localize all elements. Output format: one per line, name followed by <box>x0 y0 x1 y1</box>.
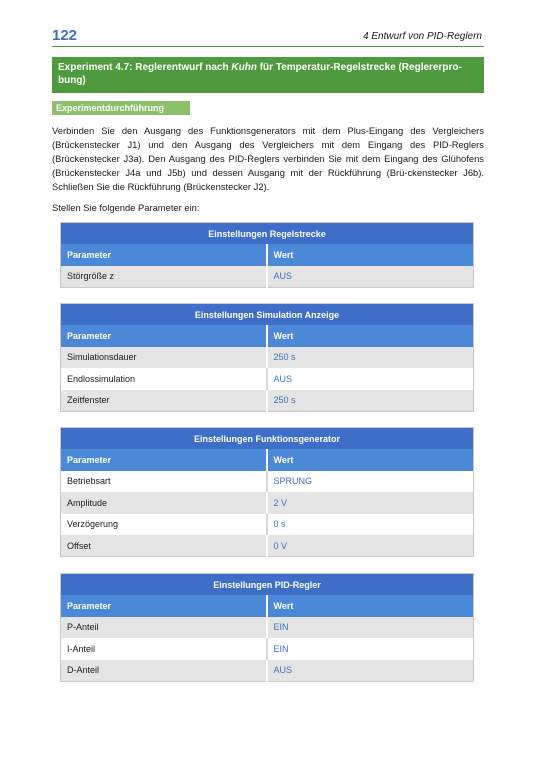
section-heading: Experimentdurchführung <box>52 101 190 115</box>
param-cell: D-Anteil <box>61 660 267 682</box>
table-simulation-anzeige <box>60 303 474 412</box>
table-row <box>61 471 474 493</box>
column-header-wert: Wert <box>267 244 474 266</box>
param-cell: Betriebsart <box>61 471 267 493</box>
chapter-title: 4 Entwurf von PID-Reglern <box>363 31 482 42</box>
table-row <box>61 660 474 682</box>
experiment-title-suffix: für Temperatur-Regelstrecke (Reglererpro-bung) <box>58 62 462 86</box>
table-row <box>61 492 474 514</box>
instruction-paragraph: Verbinden Sie den Ausgang des Funktionsgenerators mit dem Plus-Eingang des Vergleichers (Brückenstecker J1) und den Ausgang des Vergleichers mit dem Eingang des PID-Reglers (Brückenstecker J3a). Den Ausgang des PID-Reglers verbinden Sie mit dem Eingang des Glühofens (Brückenstecker J4a und J5b) und dessen Ausgang mit der Rückführung (Brü-ckenstecker J6b). Schließen Sie die Rückführung (Brückenstecker J2). <box>52 125 484 192</box>
table-row <box>61 514 474 536</box>
param-cell: Amplitude <box>61 492 267 514</box>
page-number: 122 <box>52 27 78 44</box>
table-regelstrecke <box>60 222 474 288</box>
value-cell: 2 V <box>267 492 474 514</box>
experiment-title <box>52 57 484 93</box>
experiment-title-emphasis: Kuhn <box>231 62 257 73</box>
column-header-wert: Wert <box>267 595 474 617</box>
table-title: Einstellungen PID-Regler <box>61 574 474 596</box>
column-header-parameter: Parameter <box>61 595 267 617</box>
param-cell: Simulationsdauer <box>61 347 267 369</box>
value-cell: 250 s <box>267 390 474 412</box>
page-header <box>52 27 484 47</box>
table-pid-regler <box>60 573 474 682</box>
column-header-parameter: Parameter <box>61 244 267 266</box>
param-cell: Zeitfenster <box>61 390 267 412</box>
value-cell: EIN <box>267 638 474 660</box>
value-cell: 0 V <box>267 535 474 557</box>
value-cell: 0 s <box>267 514 474 536</box>
table-row <box>61 617 474 639</box>
value-cell: EIN <box>267 617 474 639</box>
table-title: Einstellungen Regelstrecke <box>61 223 474 245</box>
table-title: Einstellungen Simulation Anzeige <box>61 304 474 326</box>
value-cell: 250 s <box>267 347 474 369</box>
table-title: Einstellungen Funktionsgenerator <box>61 428 474 450</box>
value-cell: SPRUNG <box>267 471 474 493</box>
value-cell: AUS <box>267 660 474 682</box>
table-funktionsgenerator <box>60 427 474 557</box>
table-row <box>61 368 474 390</box>
column-header-wert: Wert <box>267 325 474 347</box>
table-row <box>61 347 474 369</box>
value-cell: AUS <box>267 368 474 390</box>
param-cell: Verzögerung <box>61 514 267 536</box>
table-row <box>61 535 474 557</box>
table-row <box>61 390 474 412</box>
param-cell: P-Anteil <box>61 617 267 639</box>
param-cell: Störgröße z <box>61 266 267 288</box>
experiment-title-prefix: Experiment 4.7: Reglerentwurf nach <box>58 62 232 73</box>
column-header-wert: Wert <box>267 449 474 471</box>
value-cell: AUS <box>267 266 474 288</box>
table-row <box>61 638 474 660</box>
table-row <box>61 266 474 288</box>
param-cell: Endlossimulation <box>61 368 267 390</box>
column-header-parameter: Parameter <box>61 449 267 471</box>
column-header-parameter: Parameter <box>61 325 267 347</box>
parameter-intro: Stellen Sie folgende Parameter ein: <box>52 202 200 213</box>
param-cell: Offset <box>61 535 267 557</box>
param-cell: I-Anteil <box>61 638 267 660</box>
